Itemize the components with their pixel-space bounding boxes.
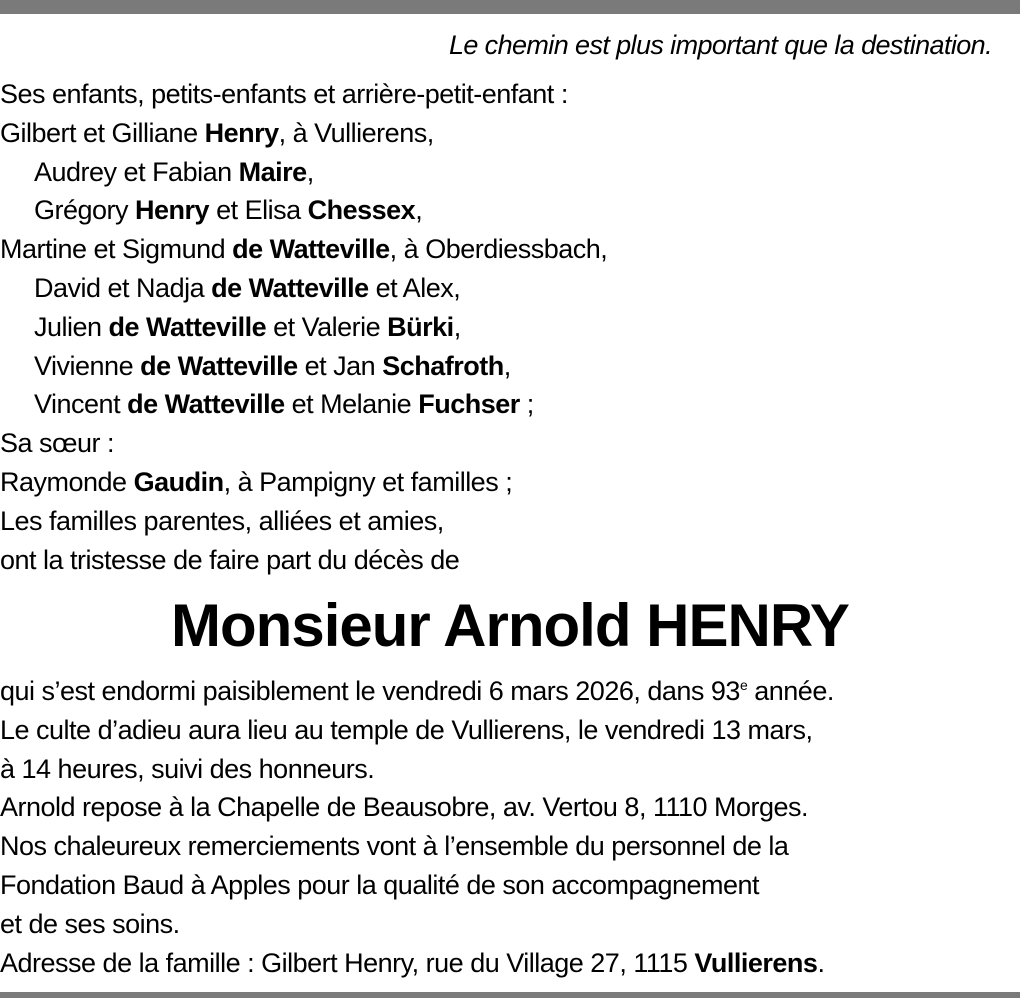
- family-line: [0, 269, 607, 308]
- announcement-details: [0, 672, 834, 982]
- text-segment: année.: [747, 676, 834, 706]
- text-segment: Les familles parentes, alliées et amies,: [0, 505, 444, 536]
- text-segment: Raymonde: [0, 466, 134, 497]
- text-segment: Ses enfants, petits-enfants et arrière-petit-enfant :: [0, 79, 568, 109]
- text-segment: ,: [453, 311, 461, 342]
- surname-bold: de Watteville: [108, 311, 267, 342]
- surname-bold: de Watteville: [211, 272, 369, 303]
- text-segment: Martine et Sigmund: [0, 234, 233, 265]
- detail-line: [0, 866, 834, 905]
- surname-bold: Gaudin: [133, 466, 224, 497]
- motto-quote: Le chemin est plus important que la destination.: [448, 30, 992, 60]
- family-line: [0, 114, 607, 153]
- surname-bold: Fuchser: [418, 389, 520, 420]
- text-segment: ont la tristesse de faire part du décès de: [0, 544, 460, 575]
- text-segment: ,: [415, 195, 423, 226]
- text-segment: et Elisa: [209, 195, 308, 226]
- surname-bold: Schafroth: [382, 350, 504, 381]
- family-line: [0, 191, 607, 230]
- text-segment: .: [817, 947, 825, 978]
- deceased-name: Monsieur Arnold HENRY: [171, 592, 849, 659]
- surname-bold: Maire: [238, 156, 307, 187]
- text-segment: ,: [503, 350, 511, 381]
- family-line: [0, 463, 607, 502]
- text-segment: Gilbert et Gilliane: [0, 117, 205, 148]
- family-line: [0, 385, 607, 424]
- detail-line: [0, 672, 834, 711]
- family-list: [0, 75, 607, 579]
- surname-bold: Henry: [204, 117, 279, 148]
- text-segment: Fondation Baud à Apples pour la qualité de son accompagnement: [0, 869, 760, 900]
- text-segment: et Melanie: [284, 389, 419, 420]
- surname-bold: de Watteville: [127, 389, 285, 420]
- text-segment: , à Pampigny et familles ;: [223, 466, 513, 497]
- text-segment: qui s’est endormi paisiblement le vendredi 6 mars 2026, dans 93: [0, 676, 740, 706]
- text-segment: Le culte d’adieu aura lieu au temple de Vullierens, le vendredi 13 mars,: [0, 714, 813, 745]
- detail-line: [0, 788, 834, 827]
- text-segment: , à Oberdiessbach,: [389, 234, 608, 265]
- family-line: [0, 230, 607, 269]
- detail-line: [0, 827, 834, 866]
- surname-bold: de Watteville: [232, 234, 390, 265]
- detail-line: [0, 944, 834, 983]
- family-line: [0, 502, 607, 541]
- family-line: [0, 75, 607, 114]
- text-segment: ;: [519, 389, 534, 420]
- text-segment: et Jan: [297, 350, 383, 381]
- text-segment: Vivienne: [34, 350, 141, 381]
- family-line: [0, 308, 607, 347]
- text-segment: David et Nadja: [34, 272, 212, 303]
- text-segment: Grégory: [34, 195, 136, 226]
- surname-bold: Bürki: [387, 311, 454, 342]
- surname-bold: Vullierens: [694, 947, 818, 978]
- bottom-border-rule: [0, 992, 1020, 998]
- text-segment: Vincent: [34, 389, 128, 420]
- text-segment: Nos chaleureux remerciements vont à l’ensemble du personnel de la: [0, 831, 789, 862]
- text-segment: Arnold repose à la Chapelle de Beausobre, av. Vertou 8, 1110 Morges.: [0, 792, 809, 823]
- detail-line: [0, 905, 834, 944]
- family-line: [0, 347, 607, 386]
- text-segment: Audrey et Fabian: [34, 156, 239, 187]
- family-line: [0, 153, 607, 192]
- text-segment: ,: [306, 156, 314, 187]
- text-segment: à 14 heures, suivi des honneurs.: [0, 753, 375, 784]
- text-segment: Adresse de la famille : Gilbert Henry, rue du Village 27, 1115: [0, 947, 695, 978]
- family-line: [0, 541, 607, 580]
- surname-bold: de Watteville: [140, 350, 298, 381]
- text-segment: , à Vullierens,: [278, 117, 434, 148]
- text-segment: et Valerie: [266, 311, 388, 342]
- surname-bold: Henry: [135, 195, 210, 226]
- detail-line: [0, 750, 834, 789]
- ordinal-superscript: e: [739, 677, 748, 693]
- surname-bold: Chessex: [307, 195, 416, 226]
- detail-line: [0, 711, 834, 750]
- text-segment: et de ses soins.: [0, 908, 180, 939]
- text-segment: et Alex,: [368, 272, 461, 303]
- family-line: [0, 424, 607, 463]
- text-segment: Sa sœur :: [0, 428, 115, 459]
- text-segment: Julien: [34, 311, 109, 342]
- top-border-rule: [0, 0, 1020, 14]
